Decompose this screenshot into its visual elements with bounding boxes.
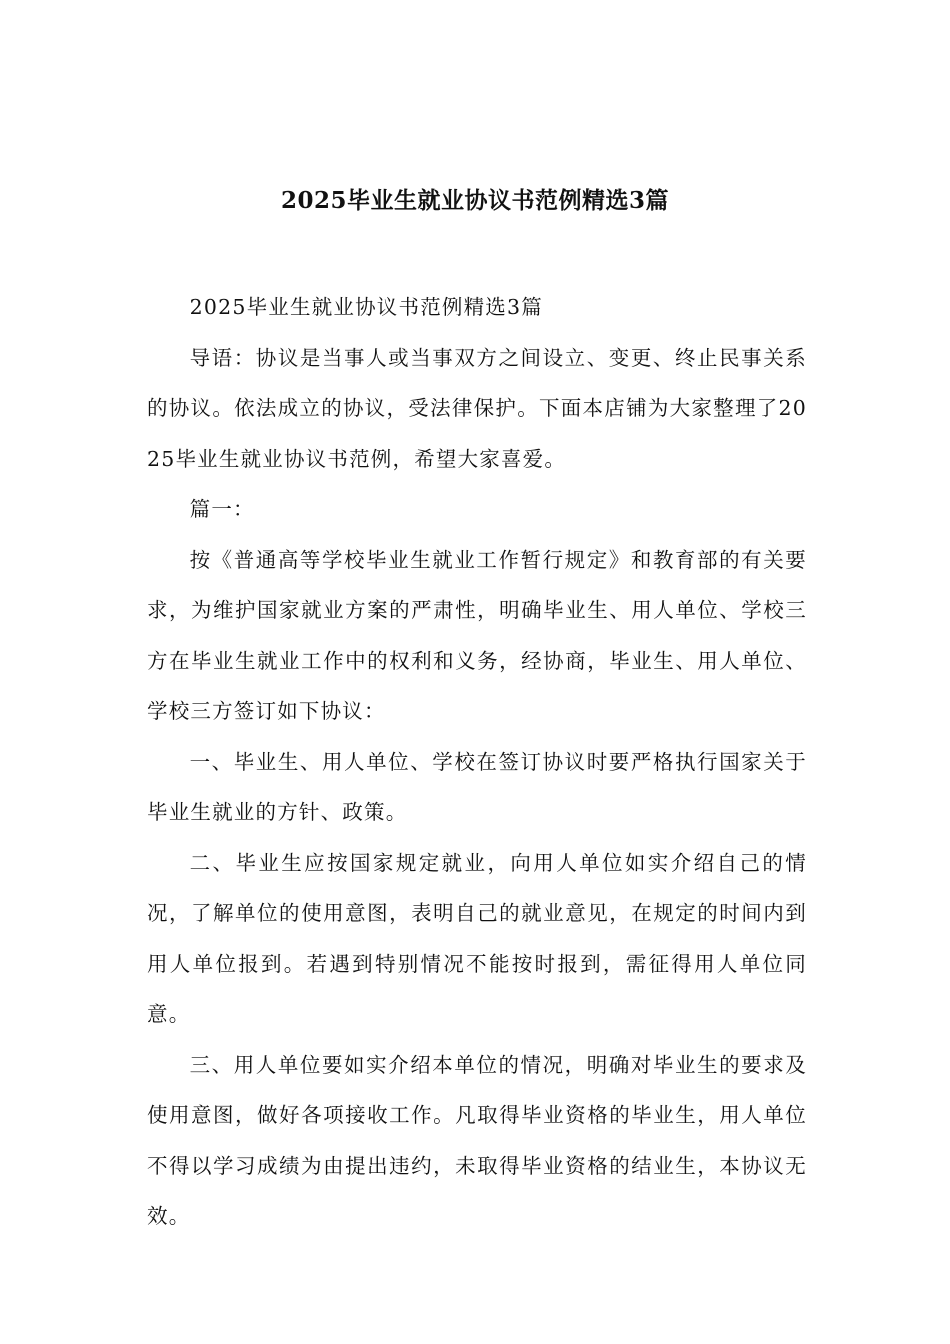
- section-heading: 篇一：: [189, 497, 255, 521]
- intro-paragraph: 导语：协议是当事人或当事双方之间设立、变更、终止民事关系的协议。依法成立的协议，受法律保护。下面本店铺为大家整理了2025毕业生就业协议书范例，希望大家喜爱。: [147, 345, 807, 471]
- preamble-paragraph: 按《普通高等学校毕业生就业工作暂行规定》和教育部的有关要求，为维护国家就业方案的严肃性，明确毕业生、用人单位、学校三方在毕业生就业工作中的权利和义务，经协商，毕业生、用人单位、学校三方签订如下协议：: [147, 547, 807, 723]
- clause-2-paragraph: 二、毕业生应按国家规定就业，向用人单位如实介绍自己的情况，了解单位的使用意图，表明自己的就业意见，在规定的时间内到用人单位报到。若遇到特别情况不能按时报到，需征得用人单位同意。: [147, 850, 807, 1026]
- document-body: [147, 282, 807, 1242]
- clause-3-paragraph: 三、用人单位要如实介绍本单位的情况，明确对毕业生的要求及使用意图，做好各项接收工作。凡取得毕业资格的毕业生，用人单位不得以学习成绩为由提出违约，未取得毕业资格的结业生，本协议无效。: [147, 1052, 807, 1228]
- clause-1-paragraph: 一、毕业生、用人单位、学校在签订协议时要严格执行国家关于毕业生就业的方针、政策。: [147, 749, 807, 824]
- subtitle-paragraph: 2025毕业生就业协议书范例精选3篇: [189, 295, 543, 319]
- document-title: 2025毕业生就业协议书范例精选3篇: [280, 187, 670, 214]
